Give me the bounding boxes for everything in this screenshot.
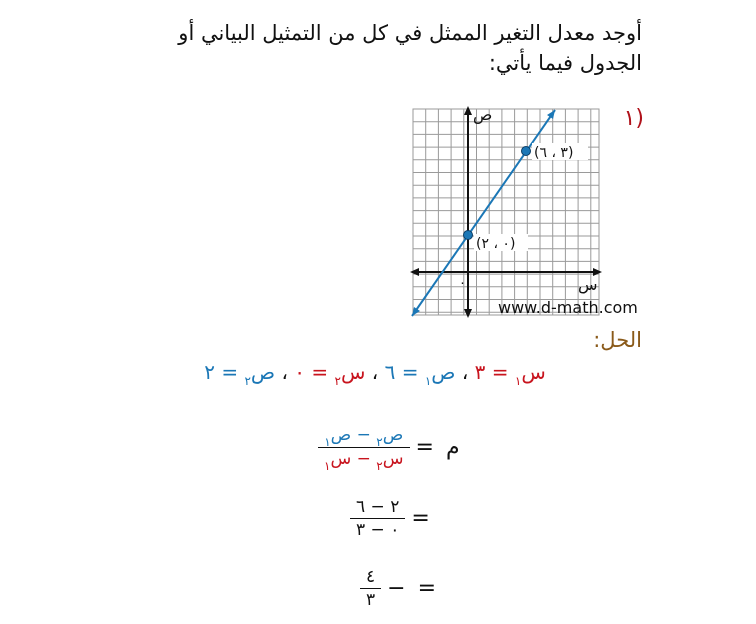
- fraction-denominator: [318, 448, 410, 471]
- num-y1-sub: ١: [324, 435, 331, 449]
- watermark: www.d-math.com: [498, 298, 638, 317]
- result-step: [360, 566, 442, 611]
- comma-1: ،: [461, 360, 469, 384]
- substitution-fraction: [350, 496, 405, 541]
- line-graph: [412, 110, 555, 316]
- slope-formula-step: [318, 424, 466, 471]
- num-y2: ص: [382, 425, 404, 445]
- x1-value: ٣: [474, 360, 486, 384]
- slope-fraction: [318, 424, 410, 471]
- num-minus: −: [356, 425, 371, 445]
- negative-sign: −: [387, 576, 406, 601]
- comma-3: ،: [281, 360, 288, 384]
- grid: [413, 109, 599, 315]
- substitution-denominator: ٠ − ٣: [356, 520, 400, 540]
- den-x2: س: [382, 449, 404, 469]
- equals-1: =: [415, 435, 434, 460]
- result-numerator: ٤: [360, 566, 381, 589]
- y1-term: [384, 360, 456, 388]
- x2-subscript: ٢: [334, 374, 341, 388]
- num-y2-sub: ٢: [376, 435, 383, 449]
- y-axis-arrow-up: [464, 106, 472, 115]
- origin-label: ٠: [459, 276, 466, 291]
- result-fraction: [360, 566, 381, 611]
- solution-label: الحل:: [593, 328, 642, 352]
- y2-value: ٢: [204, 360, 215, 384]
- substitution-numerator: ٢ − ٦: [350, 496, 405, 519]
- den-x1: س: [330, 449, 352, 469]
- x2-value: ٠: [294, 360, 306, 384]
- x2-equals: =: [311, 360, 329, 384]
- y2-symbol: ص: [250, 360, 276, 384]
- question-text: [122, 18, 642, 78]
- x2-symbol: س: [340, 360, 366, 384]
- x-axis-arrow-left: [410, 268, 419, 276]
- y2-term: [204, 360, 276, 388]
- x1-symbol: س: [521, 360, 546, 384]
- substitution-step: [350, 496, 436, 541]
- x1-subscript: ١: [514, 374, 522, 388]
- x1-equals: =: [491, 360, 509, 384]
- given-values: [150, 360, 600, 388]
- y1-value: ٦: [384, 360, 396, 384]
- slope-symbol: م: [445, 435, 460, 460]
- problem-number: (١: [623, 106, 644, 131]
- y2-subscript: ٢: [244, 374, 251, 388]
- y1-equals: =: [401, 360, 419, 384]
- equals-3: =: [417, 576, 437, 601]
- y-axis-label: ص: [473, 106, 493, 124]
- point-a: [522, 147, 531, 156]
- y1-symbol: ص: [431, 360, 456, 384]
- num-y1: ص: [330, 425, 352, 445]
- equals-2: =: [411, 506, 430, 531]
- question-line-2: الجدول فيما يأتي:: [488, 51, 642, 75]
- comma-2: ،: [371, 360, 379, 384]
- y2-equals: =: [221, 360, 239, 384]
- y-axis-arrow-down: [464, 309, 472, 318]
- line-arrow-top: [547, 110, 555, 119]
- question-line-1: أوجد معدل التغير الممثل في كل من التمثيل البياني أو: [178, 21, 642, 45]
- x1-term: [474, 360, 546, 388]
- fraction-numerator: [318, 424, 410, 448]
- point-b-label: (٠ ، ٢): [476, 236, 516, 252]
- point-a-label: (٣ ، ٦): [534, 145, 574, 161]
- y1-subscript: ١: [424, 374, 432, 388]
- den-x1-sub: ١: [324, 459, 331, 473]
- result-denominator: ٣: [366, 590, 376, 610]
- den-minus: −: [356, 449, 371, 469]
- point-b: [464, 231, 473, 240]
- coordinate-graph: [410, 106, 602, 318]
- x-axis-label: س: [578, 275, 598, 294]
- den-x2-sub: ٢: [376, 459, 383, 473]
- grid-border: [413, 109, 599, 315]
- x2-term: [294, 360, 366, 388]
